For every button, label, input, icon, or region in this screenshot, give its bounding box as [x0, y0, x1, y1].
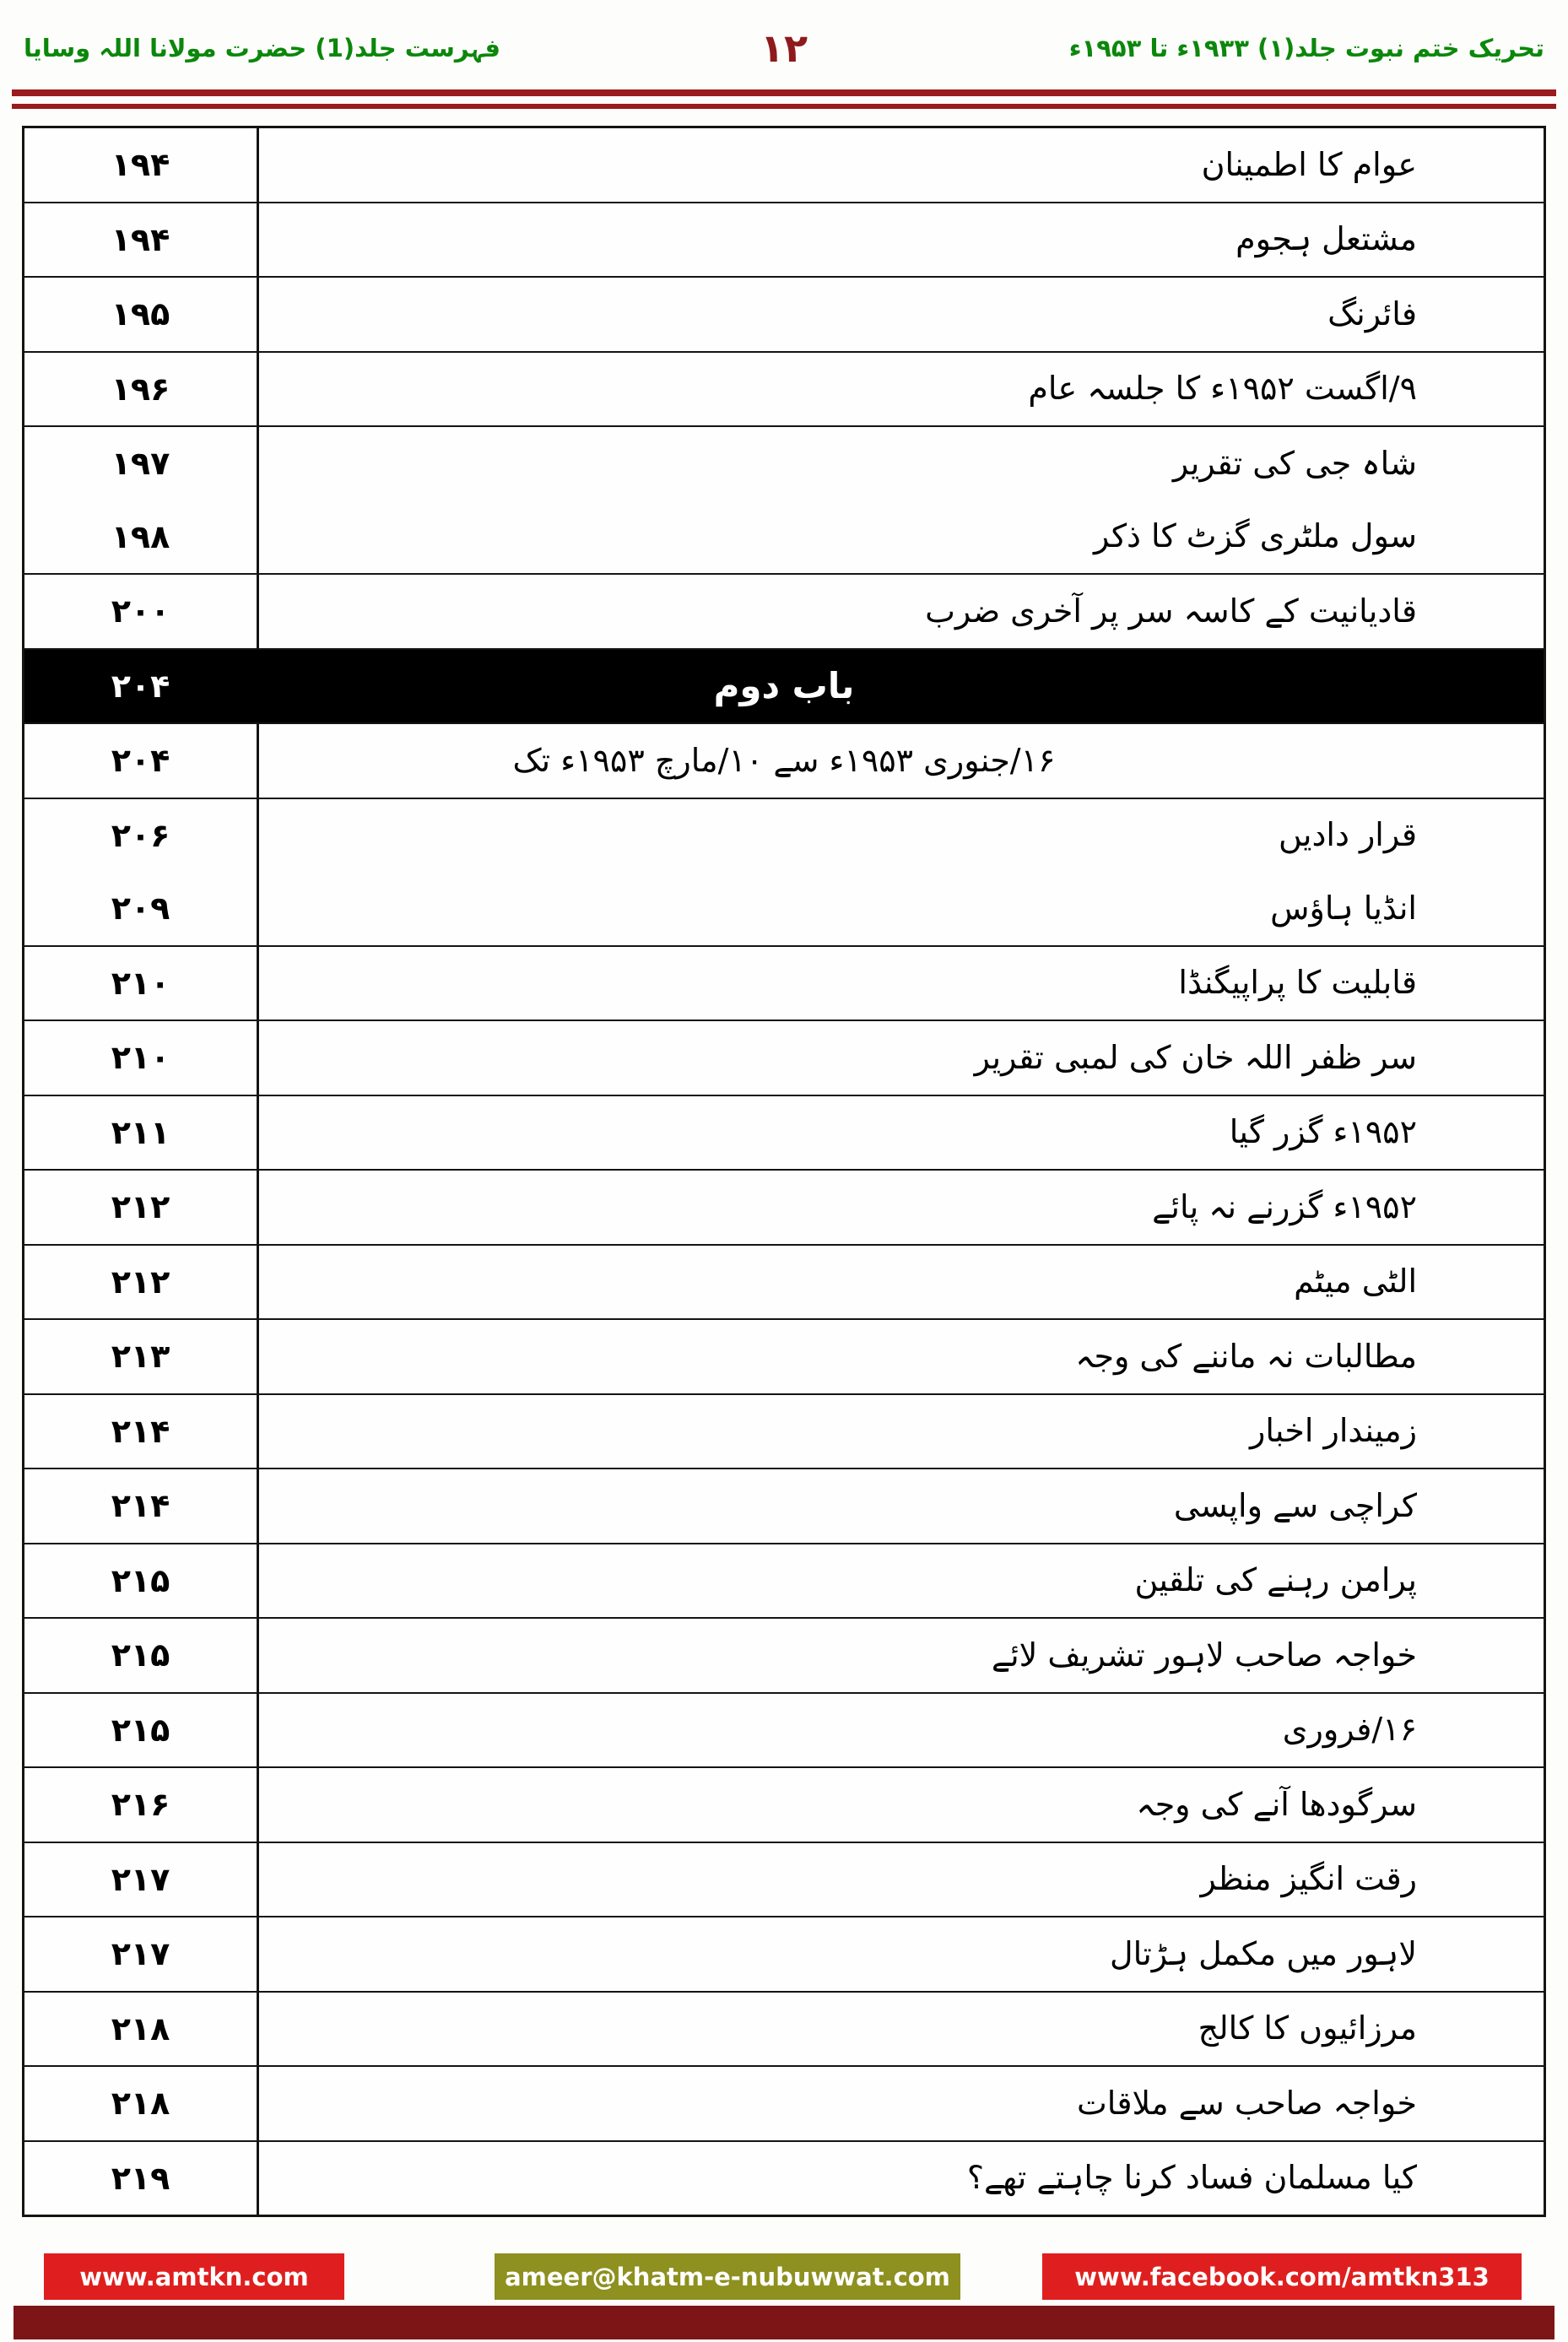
toc-row — [24, 575, 1544, 650]
header-left-title: فہرست جلد(1) حضرت مولانا اللہ وسایا — [24, 34, 500, 62]
toc-page-number: ۲۱۲ — [24, 1171, 259, 1244]
toc-entry-title: مرزائیوں کا کالج — [1198, 2009, 1417, 2047]
toc-page-number: ۲۰۹ — [24, 872, 259, 945]
toc-page-number: ۱۹۴ — [24, 128, 259, 202]
header-rule — [12, 89, 1556, 109]
toc-entry-title: ۱۹۵۲ء گزر گیا — [1229, 1113, 1417, 1150]
toc-entry-title: ۱۶/فروری — [1282, 1711, 1417, 1748]
toc-row — [24, 1843, 1544, 1918]
toc-entry-title: قرار دادیں — [1278, 816, 1417, 853]
toc-entry-title: زمیندار اخبار — [1249, 1412, 1417, 1449]
toc-row — [24, 872, 1544, 947]
toc-page-number: ۱۹۸ — [24, 500, 259, 574]
toc-page-number: ۲۰۶ — [24, 799, 259, 873]
toc-page-number: ۲۱۸ — [24, 2067, 259, 2140]
toc-page-number: ۲۱۴ — [24, 1395, 259, 1468]
toc-row — [24, 353, 1544, 428]
toc-page-number: ۲۱۷ — [24, 1843, 259, 1917]
toc-entry-title: سول ملٹری گزٹ کا ذکر — [1094, 517, 1417, 554]
toc-page-number: ۲۱۶ — [24, 1768, 259, 1842]
toc-row — [24, 1096, 1544, 1171]
toc-page-number: ۲۱۹ — [24, 2142, 259, 2215]
toc-entry-title: سر ظفر اللہ خان کی لمبی تقریر — [974, 1038, 1417, 1076]
toc-page-number: ۲۰۴ — [24, 724, 259, 798]
toc-row — [24, 128, 1544, 203]
toc-entry-title: انڈیا ہاؤس — [1270, 889, 1417, 927]
toc-page-number: ۲۱۰ — [24, 1021, 259, 1095]
toc-page-number: ۱۹۶ — [24, 353, 259, 426]
toc-entry-title: لاہور میں مکمل ہڑتال — [1110, 1934, 1417, 1972]
toc-row — [24, 2067, 1544, 2142]
toc-entry-title: مطالبات نہ ماننے کی وجہ — [1075, 1337, 1417, 1375]
toc-entry-title: الٹی میٹم — [1294, 1263, 1417, 1300]
toc-entry-title: عوام کا اطمینان — [1201, 145, 1417, 183]
toc-page-number: ۲۱۸ — [24, 1993, 259, 2066]
toc-row — [24, 1395, 1544, 1470]
toc-entry-title: ۱۶/جنوری ۱۹۵۳ء سے ۱۰/مارچ ۱۹۵۳ء تک — [512, 741, 1056, 779]
toc-page-number: ۲۱۵ — [24, 1619, 259, 1692]
footer-strip — [14, 2306, 1554, 2339]
toc-row — [24, 1917, 1544, 1993]
toc-page-number: ۲۱۳ — [24, 1320, 259, 1393]
email-link[interactable]: ameer@khatm-e-nubuwwat.com — [495, 2253, 960, 2300]
toc-page-number: ۱۹۵ — [24, 278, 259, 351]
toc-page-number: ۲۱۰ — [24, 947, 259, 1020]
toc-row — [24, 1768, 1544, 1843]
toc-entry-title: ۱۹۵۲ء گزرنے نہ پائے — [1152, 1187, 1417, 1225]
toc-row — [24, 1469, 1544, 1544]
toc-row — [24, 724, 1544, 799]
toc-entry-title: خواجہ صاحب سے ملاقات — [1077, 2084, 1417, 2122]
toc-row — [24, 1171, 1544, 1246]
toc-entry-title: مشتعل ہجوم — [1235, 220, 1417, 257]
facebook-link[interactable]: www.facebook.com/amtkn313 — [1042, 2253, 1522, 2300]
toc-row — [24, 203, 1544, 279]
toc-row — [24, 799, 1544, 873]
toc-row — [24, 2142, 1544, 2215]
toc-row — [24, 1246, 1544, 1321]
toc-row — [24, 1993, 1544, 2068]
page-number: ۱۲ — [760, 25, 808, 71]
toc-row — [24, 1694, 1544, 1769]
toc-row — [24, 427, 1544, 500]
header-right-title: تحریک ختم نبوت جلد(۱) ۱۹۳۳ء تا ۱۹۵۳ء — [1068, 34, 1544, 62]
toc-entry-title: خواجہ صاحب لاہور تشریف لائے — [991, 1636, 1417, 1674]
toc-entry-title: سرگودھا آنے کی وجہ — [1136, 1785, 1417, 1823]
toc-page-number: ۲۱۱ — [24, 1096, 259, 1170]
page-header — [0, 0, 1568, 81]
toc-page-number: ۲۱۷ — [24, 1917, 259, 1991]
toc-page-number: ۲۱۴ — [24, 1469, 259, 1543]
toc-page-number: ۲۰۴ — [24, 650, 259, 723]
toc-row — [24, 278, 1544, 353]
toc-entry-title: ۹/اگست ۱۹۵۲ء کا جلسہ عام — [1028, 370, 1417, 407]
toc-page-number: ۲۱۵ — [24, 1694, 259, 1767]
toc-row — [24, 1544, 1544, 1620]
toc-row — [24, 947, 1544, 1022]
toc-page-number: ۲۱۲ — [24, 1246, 259, 1319]
toc-entry-title: کیا مسلمان فساد کرنا چاہتے تھے؟ — [966, 2159, 1417, 2196]
toc-page-number: ۲۰۰ — [24, 575, 259, 648]
toc-table — [22, 126, 1546, 2217]
toc-row — [24, 1619, 1544, 1694]
toc-entry-title: شاہ جی کی تقریر — [1172, 444, 1417, 482]
toc-entry-title: قابلیت کا پراپیگنڈا — [1178, 964, 1417, 1001]
toc-entry-title: رقت انگیز منظر — [1200, 1860, 1417, 1897]
toc-page-number: ۲۱۵ — [24, 1544, 259, 1618]
toc-chapter-row — [24, 650, 1544, 725]
toc-entry-title: قادیانیت کے کاسہ سر پر آخری ضرب — [925, 592, 1417, 630]
toc-entry-title: کراچی سے واپسی — [1173, 1486, 1417, 1524]
toc-entry-title: فائرنگ — [1327, 295, 1417, 333]
toc-entry-title: باب دوم — [713, 664, 855, 706]
toc-entry-title: پرامن رہنے کی تلقین — [1134, 1561, 1417, 1598]
toc-page-number: ۱۹۷ — [24, 427, 259, 500]
toc-row — [24, 1021, 1544, 1096]
website-link[interactable]: www.amtkn.com — [44, 2253, 344, 2300]
toc-row — [24, 1320, 1544, 1395]
toc-row — [24, 500, 1544, 576]
toc-page-number: ۱۹۴ — [24, 203, 259, 277]
